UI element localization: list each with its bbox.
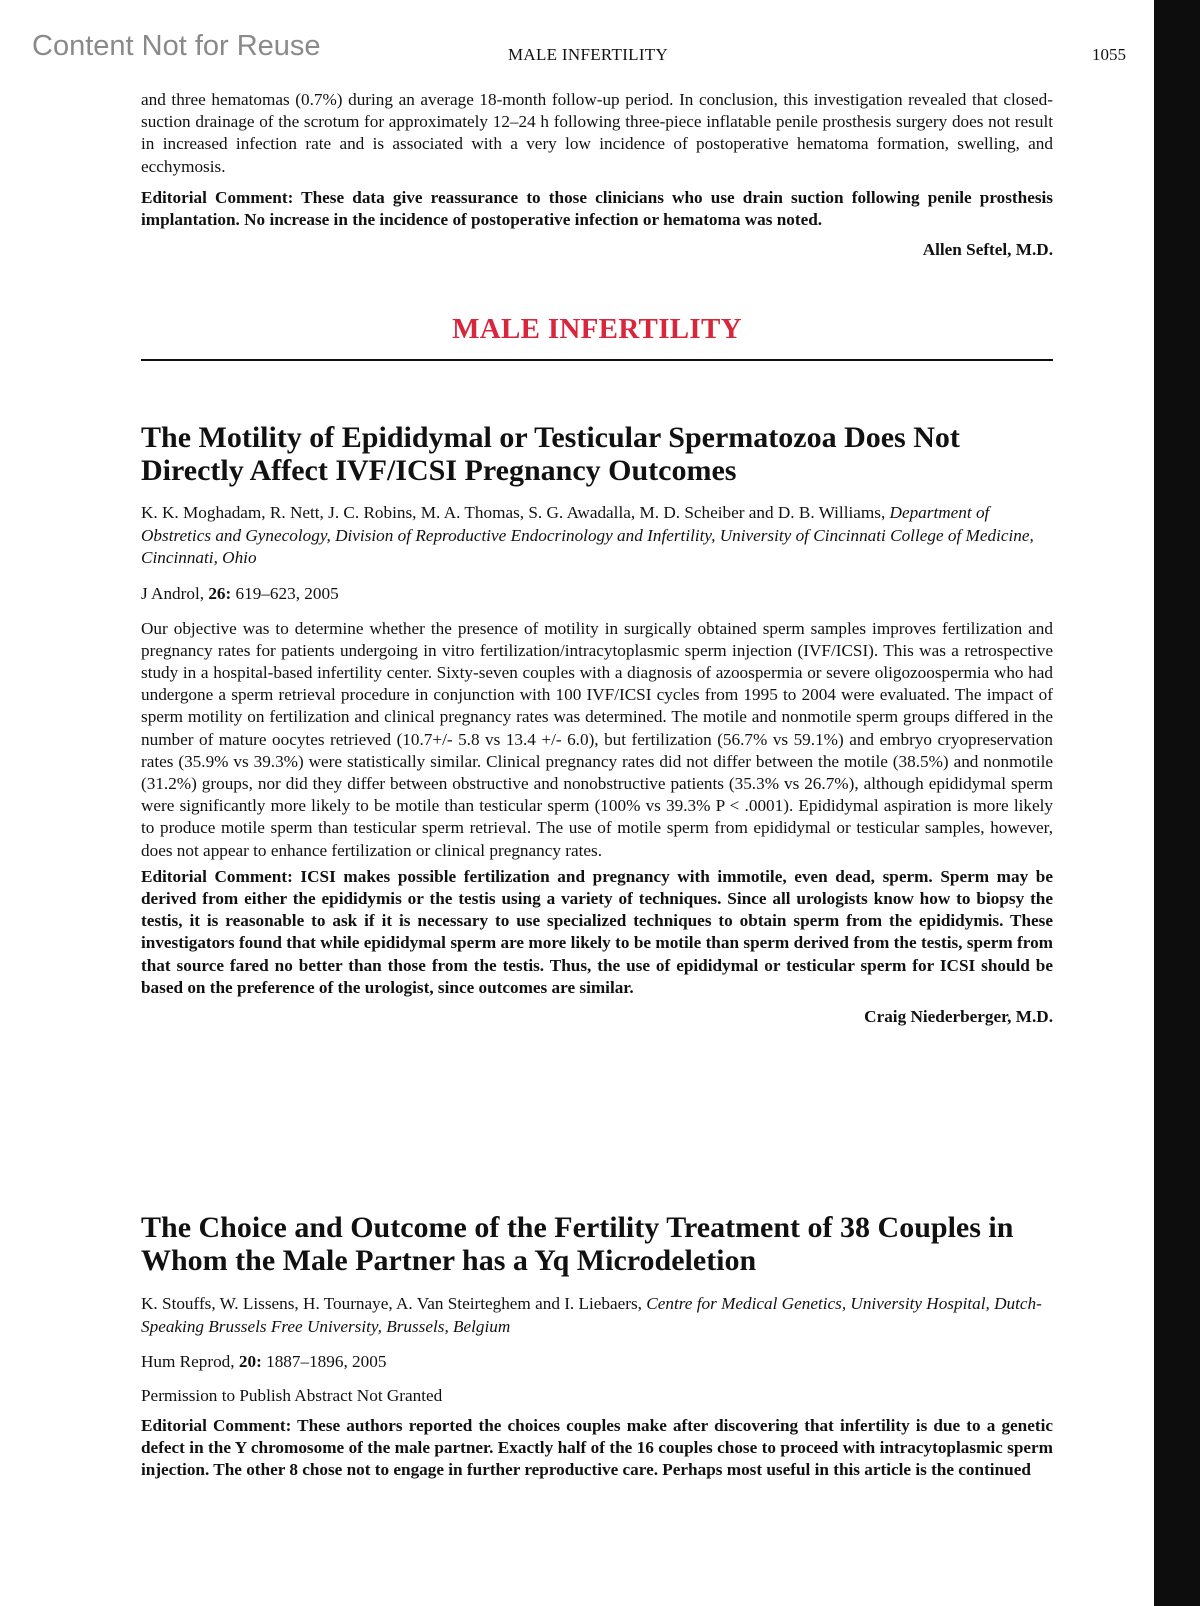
previous-article-continuation: and three hematomas (0.7%) during an average 18-month follow-up period. In conclusion, this investigation revealed that closed-suction drainage of the scrotum for approximately 12–24 h following three-piece inflatable penile prosthesis surgery does not result in increased infection rate and is associated with a very low incidence of postoperative hematoma formation, swelling, and ecchymosis.	[141, 90, 1053, 176]
article-2-pages-year: 1887–1896, 2005	[266, 1352, 387, 1371]
article-1-title: The Motility of Epididymal or Testicular Spermatozoa Does Not Directly Affect IVF/ICSI Pregnancy Outcomes	[141, 421, 960, 487]
article-2-affiliation: Centre for Medical Genetics, University Hospital, Dutch-Speaking Brussels Free University, Brussels, Belgium	[141, 1294, 1042, 1336]
section-divider	[141, 359, 1053, 361]
previous-article-signature: Allen Seftel, M.D.	[922, 240, 1053, 260]
article-1-affiliation: Department of Obstretics and Gynecology, Division of Reproductive Endocrinology and Infertility, University of Cincinnati College of Medicine, Cincinnati, Ohio	[141, 503, 1034, 567]
article-1-volume: 26:	[208, 583, 232, 603]
article-2-volume: 20:	[238, 1352, 262, 1371]
article-2-permission-note: Permission to Publish Abstract Not Granted	[141, 1386, 443, 1405]
article-1-authors: K. K. Moghadam, R. Nett, J. C. Robins, M. A. Thomas, S. G. Awadalla, M. D. Scheiber and D. B. Williams,	[141, 503, 886, 522]
page-edge-shadow	[1154, 0, 1200, 1606]
article-1	[141, 421, 1053, 1027]
previous-article-editorial-comment: Editorial Comment: These data give reassurance to those clinicians who use drain suction following penile prosthesis implantation. No increase in the incidence of postoperative infection or hematoma was noted.	[141, 187, 1053, 230]
article-1-journal: J Androl,	[141, 583, 205, 603]
article-1-signature: Craig Niederberger, M.D.	[864, 1006, 1053, 1026]
article-2-authors: K. Stouffs, W. Lissens, H. Tournaye, A. Van Steirteghem and I. Liebaers,	[141, 1294, 642, 1313]
article-2-title: The Choice and Outcome of the Fertility Treatment of 38 Couples in Whom the Male Partner has a Yq Microdeletion	[141, 1211, 1014, 1277]
article-1-citation	[141, 584, 1053, 604]
previous-article	[141, 89, 1053, 260]
section-heading: MALE INFERTILITY	[452, 313, 742, 345]
article-2-authors-block	[141, 1293, 1053, 1338]
running-head: MALE INFERTILITY	[508, 45, 669, 64]
watermark: Content Not for Reuse	[32, 30, 321, 62]
article-1-pages-year: 619–623, 2005	[235, 583, 339, 603]
article-1-authors-block	[141, 502, 1053, 570]
article-2-journal: Hum Reprod,	[141, 1352, 235, 1371]
article-2-citation	[141, 1352, 1053, 1372]
article-1-abstract: Our objective was to determine whether the presence of motility in surgically obtained sperm samples improves fertilization and pregnancy rates for patients undergoing in vitro fertilization/intracytoplasmic sperm injection (IVF/ICSI). This was a retrospective study in a hospital-based infertility center. Sixty-seven couples with a diagnosis of azoospermia or severe oligozoospermia who had undergone a sperm retrieval procedure in conjunction with 100 IVF/ICSI cycles from 1995 to 2004 were evaluated. The impact of sperm motility on fertilization and clinical pregnancy rates was determined. The motile and nonmotile sperm groups differed in the number of mature oocytes retrieved (10.7+/- 5.8 vs 13.4 +/- 6.0), but fertilization (56.7% vs 59.1%) and embryo cryopreservation rates (35.9% vs 39.3%) were statistically similar. Clinical pregnancy rates did not differ between the motile (38.5%) and nonmotile (31.2%) groups, nor did they differ between obstructive and nonobstructive patients (35.3% vs 26.7%), although epididymal sperm were significantly more likely to be motile than testicular sperm (100% vs 39.3% P < .0001). Epididymal aspiration is more likely to produce motile sperm than testicular sperm retrieval. The use of motile sperm from epididymal or testicular samples, however, does not appear to enhance fertilization or clinical pregnancy rates.	[141, 618, 1053, 860]
page-number: 1055	[1092, 45, 1126, 64]
article-2-editorial-comment: Editorial Comment: These authors reported the choices couples make after discovering that infertility is due to a genetic defect in the Y chromosome of the male partner. Exactly half of the 16 couples chose to proceed with intracytoplasmic sperm injection. The other 8 chose not to engage in further reproductive care. Perhaps most useful in this article is the continued	[141, 1416, 1053, 1480]
article-1-editorial-comment: Editorial Comment: ICSI makes possible fertilization and pregnancy with immotile, even dead, sperm. Sperm may be derived from either the epididymis or the testis using a variety of techniques. Since all urologists know how to biopsy the testis, it is reasonable to ask if it is necessary to use specialized techniques to obtain sperm from the epididymis. These investigators found that while epididymal sperm are more likely to be motile than sperm derived from the testis, sperm from that source fared no better than those from the testis. Thus, the use of epididymal or testicular sperm for ICSI should be based on the preference of the urologist, since outcomes are similar.	[141, 866, 1053, 997]
article-2	[141, 1211, 1053, 1482]
